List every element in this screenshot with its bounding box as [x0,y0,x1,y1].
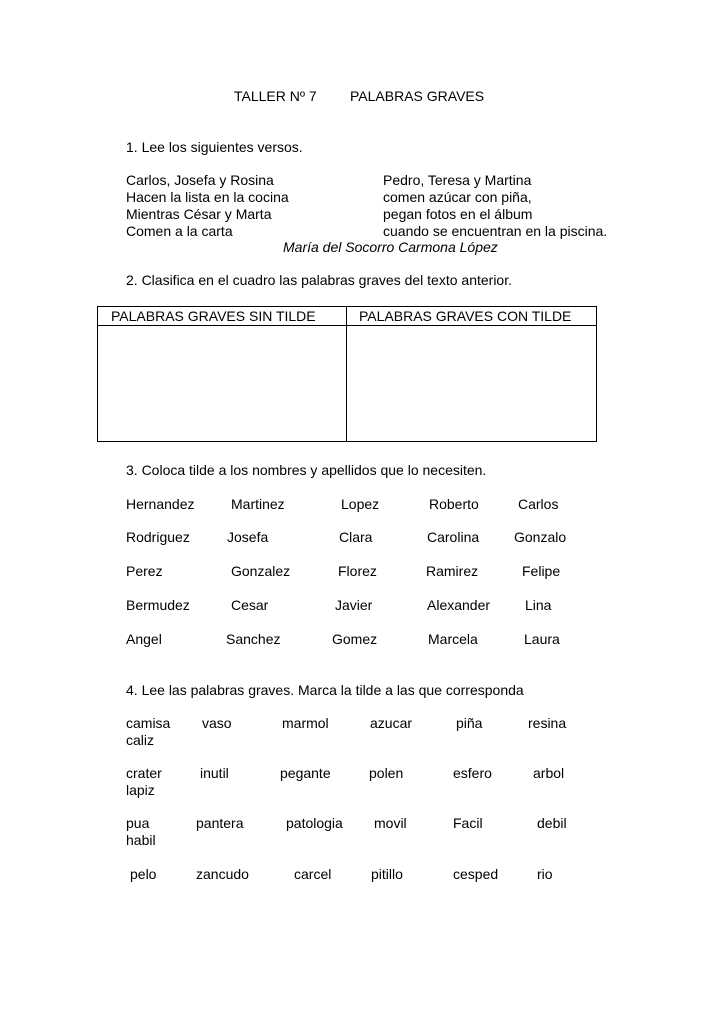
grave-word: piña [456,715,483,731]
name-word: Hernandez [126,496,195,512]
instruction-2: 2. Clasifica en el cuadro las palabras graves del texto anterior. [126,272,512,288]
classification-table [97,306,597,442]
verse-right-line: cuando se encuentran en la piscina. [383,223,608,239]
name-word: Bermudez [126,597,190,613]
name-word: Martinez [231,496,285,512]
name-word: Gonzalez [231,563,291,579]
grave-word: Facil [453,815,483,831]
grave-word-wrapped: lapiz [126,782,155,798]
name-word: Roberto [429,496,479,512]
grave-word: pantera [196,815,244,831]
table-header-with-accent: PALABRAS GRAVES CON TILDE [359,308,572,324]
verse-left-line: Mientras César y Marta [126,206,272,222]
instruction-1: 1. Lee los siguientes versos. [126,139,303,155]
verse-left-line: Carlos, Josefa y Rosina [126,172,274,188]
name-word: Felipe [522,563,561,579]
grave-word: azucar [370,715,413,731]
name-word: Perez [126,563,163,579]
verse-right-line: pegan fotos en el álbum [383,206,533,222]
grave-word: rio [537,866,553,882]
name-word: Carolina [427,529,480,545]
grave-word-wrapped: habil [126,832,156,848]
name-word: Clara [339,529,373,545]
grave-word: resina [528,715,567,731]
name-word: Angel [126,631,162,647]
grave-word: zancudo [196,866,249,882]
worksheet-number: TALLER Nº 7 [234,88,317,104]
grave-word: arbol [533,765,565,781]
table-column-divider [346,307,347,441]
grave-word-wrapped: caliz [126,732,155,748]
grave-word: marmol [282,715,329,731]
verse-author: María del Socorro Carmona López [283,239,498,255]
table-header-without-accent: PALABRAS GRAVES SIN TILDE [111,308,316,324]
grave-word: pegante [280,765,331,781]
name-word: Josefa [227,529,269,545]
instruction-4: 4. Lee las palabras graves. Marca la tilde a las que corresponda [126,682,524,698]
table-header-divider [98,325,596,326]
name-word: Florez [338,563,377,579]
grave-word: patologia [286,815,343,831]
name-word: Ramirez [426,563,479,579]
grave-word: polen [369,765,404,781]
grave-word: vaso [202,715,232,731]
name-word: Sanchez [226,631,281,647]
name-word: Marcela [428,631,478,647]
name-word: Lopez [341,496,380,512]
grave-word: camisa [126,715,171,731]
answer-cell-without-accent[interactable] [98,327,345,441]
grave-word: carcel [294,866,332,882]
name-word: Rodriguez [126,529,190,545]
name-word: Cesar [231,597,269,613]
grave-word: crater [126,765,162,781]
grave-word: debil [537,815,567,831]
name-word: Laura [524,631,560,647]
verse-right-line: comen azúcar con piña, [383,189,532,205]
grave-word: pitillo [371,866,403,882]
verse-left-line: Comen a la carta [126,223,233,239]
name-word: Gonzalo [514,529,567,545]
instruction-3: 3. Coloca tilde a los nombres y apellidos que lo necesiten. [126,462,487,478]
grave-word: esfero [453,765,492,781]
name-word: Lina [525,597,552,613]
grave-word: cesped [453,866,499,882]
answer-cell-with-accent[interactable] [348,327,596,441]
name-word: Carlos [518,496,559,512]
grave-word: inutil [200,765,229,781]
grave-word: pua [126,815,150,831]
name-word: Alexander [427,597,491,613]
verse-right-line: Pedro, Teresa y Martina [383,172,532,188]
name-word: Gomez [332,631,378,647]
grave-word: movil [374,815,407,831]
worksheet-title: PALABRAS GRAVES [350,88,485,104]
name-word: Javier [335,597,373,613]
grave-word: pelo [130,866,157,882]
verse-left-line: Hacen la lista en la cocina [126,189,289,205]
